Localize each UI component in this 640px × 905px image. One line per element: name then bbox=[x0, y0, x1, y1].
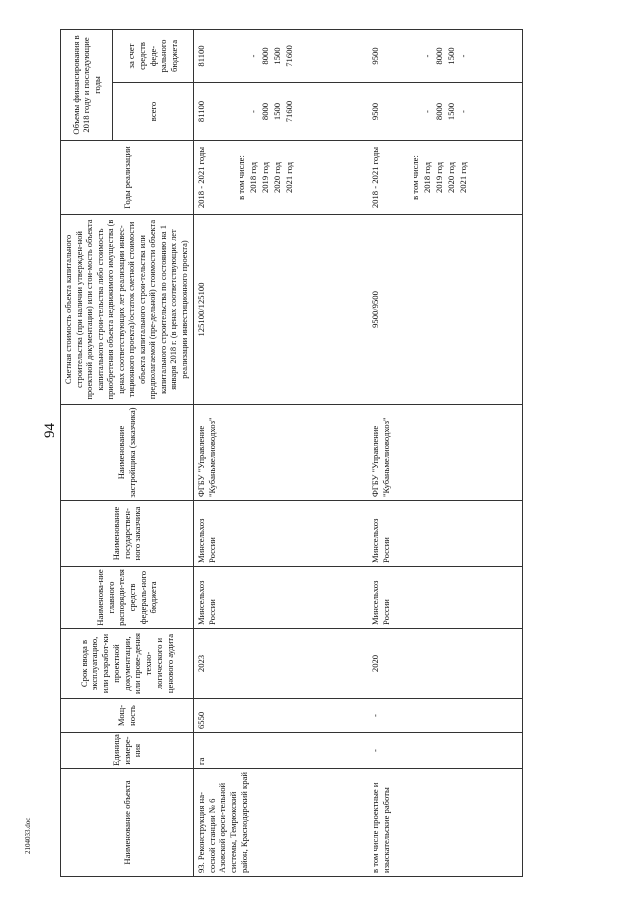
table-row bbox=[194, 29, 369, 876]
federal-2020: 1500 bbox=[446, 47, 456, 65]
year-2021: 2021 год bbox=[284, 161, 294, 194]
header-deadline: Срок ввода в эксплуатацию, или разработ-ки проектной документации, или прове-дения техно-логического и ценового аудита bbox=[61, 629, 194, 699]
capacity-cell: 6550 bbox=[194, 699, 369, 733]
total-2018: - bbox=[422, 110, 432, 113]
total-main: 81100 bbox=[196, 100, 206, 123]
federal-2021: 71600 bbox=[284, 45, 294, 67]
manager-cell: Минсельхоз России bbox=[194, 567, 369, 629]
federal-2018: - bbox=[422, 54, 432, 58]
total-2021: - bbox=[458, 110, 468, 113]
header-years: Годы реализации bbox=[61, 141, 194, 215]
federal-2020: 1500 bbox=[272, 47, 282, 65]
header-capacity: Мощ-ность bbox=[61, 699, 194, 733]
developer-cell: ФГБУ "Управление "Кубаньмелиоводхоз" bbox=[368, 405, 523, 501]
subrow-name: в том числе проектные и изыскательские работы bbox=[368, 769, 523, 877]
deadline-cell: 2023 bbox=[194, 629, 369, 699]
years-cell bbox=[368, 141, 523, 215]
year-2018: 2018 год bbox=[422, 161, 432, 194]
deadline-cell: 2020 bbox=[368, 629, 523, 699]
page-number: 94 bbox=[42, 423, 58, 438]
federal-2021: - bbox=[458, 54, 468, 58]
customer-cell: Минсельхоз России bbox=[194, 501, 369, 567]
capacity-cell: - bbox=[368, 699, 523, 733]
years-label: 2018 - 2021 годы bbox=[196, 146, 206, 209]
unit-cell: га bbox=[194, 733, 369, 769]
year-2019: 2019 год bbox=[434, 161, 444, 194]
federal-cell bbox=[368, 29, 523, 82]
header-customer: Наименование государствен-ного заказчика bbox=[61, 501, 194, 567]
years-cell bbox=[194, 141, 369, 215]
footer-filename: 2104033.doc bbox=[24, 817, 32, 854]
year-2020: 2020 год bbox=[446, 161, 456, 194]
including-label: в том числе: bbox=[410, 155, 420, 200]
total-2021: 71600 bbox=[284, 100, 294, 123]
manager-cell: Минсельхоз России bbox=[368, 567, 523, 629]
table-row bbox=[368, 29, 523, 876]
federal-2019: 8000 bbox=[434, 47, 444, 65]
row-93-name bbox=[194, 769, 369, 877]
year-2018: 2018 год bbox=[248, 161, 258, 194]
cost-cell: 125100/125100 bbox=[194, 215, 369, 405]
header-name: Наименование объекта bbox=[61, 769, 194, 877]
total-2019: 8000 bbox=[260, 102, 270, 121]
header-cost: Сметная стоимость объекта капитального строительства (при наличии утвержден-ной проектной документации) или стои-мость объекта капитального строи-тельства либо стоимость приобретения объекта недвижимого имущества (в ценах соответствующих лет реализации инвес-тиционного проекта)/остаток сметной стоимости объекта капитального строи-тельства или предполагаемой (пре-дельной) стоимости объекта капитального строительства по состоянию на 1 января 2018 г. (в ценах соответствующих лет реализации инвестиционного проекта) bbox=[61, 215, 194, 405]
year-2020: 2020 год bbox=[272, 161, 282, 194]
investment-table bbox=[60, 29, 523, 877]
header-total: всего bbox=[113, 83, 194, 141]
customer-cell: Минсельхоз России bbox=[368, 501, 523, 567]
row-number: 93. bbox=[196, 862, 206, 873]
federal-cell bbox=[194, 29, 369, 82]
header-volume: Объемы финансирования в 2018 году и последующие годы bbox=[61, 29, 113, 140]
year-2021: 2021 год bbox=[458, 161, 468, 194]
years-label: 2018 - 2021 годы bbox=[370, 146, 380, 209]
header-manager: Наименова-ние главного распоряди-теля средств федераль-ного бюджета bbox=[61, 567, 194, 629]
federal-2019: 8000 bbox=[260, 47, 270, 65]
header-developer: Наименование застройщика (заказчика) bbox=[61, 405, 194, 501]
developer-cell: ФГБУ "Управление "Кубаньмелиоводхоз" bbox=[194, 405, 369, 501]
total-2018: - bbox=[248, 110, 258, 113]
total-cell bbox=[194, 83, 369, 141]
header-federal: за счет средств феде-рального бюджета bbox=[113, 29, 194, 82]
header-unit: Единица измере-ния bbox=[61, 733, 194, 769]
unit-cell: - bbox=[368, 733, 523, 769]
total-2020: 1500 bbox=[272, 102, 282, 121]
year-2019: 2019 год bbox=[260, 161, 270, 194]
cost-cell: 9500/9500 bbox=[368, 215, 523, 405]
including-label: в том числе: bbox=[236, 155, 246, 200]
object-name: Реконструкция на-сосной станции № 6 Азовской ороси-тельной системы, Темрюкский район, Краснодарский край bbox=[196, 772, 249, 873]
total-2019: 8000 bbox=[434, 102, 444, 121]
federal-main: 9500 bbox=[370, 47, 380, 65]
total-main: 9500 bbox=[370, 102, 380, 121]
table-header-row bbox=[61, 29, 113, 876]
federal-main: 81100 bbox=[196, 45, 206, 67]
rotated-table-area bbox=[60, 30, 620, 877]
federal-2018: - bbox=[248, 54, 258, 58]
total-2020: 1500 bbox=[446, 102, 456, 121]
total-cell bbox=[368, 83, 523, 141]
